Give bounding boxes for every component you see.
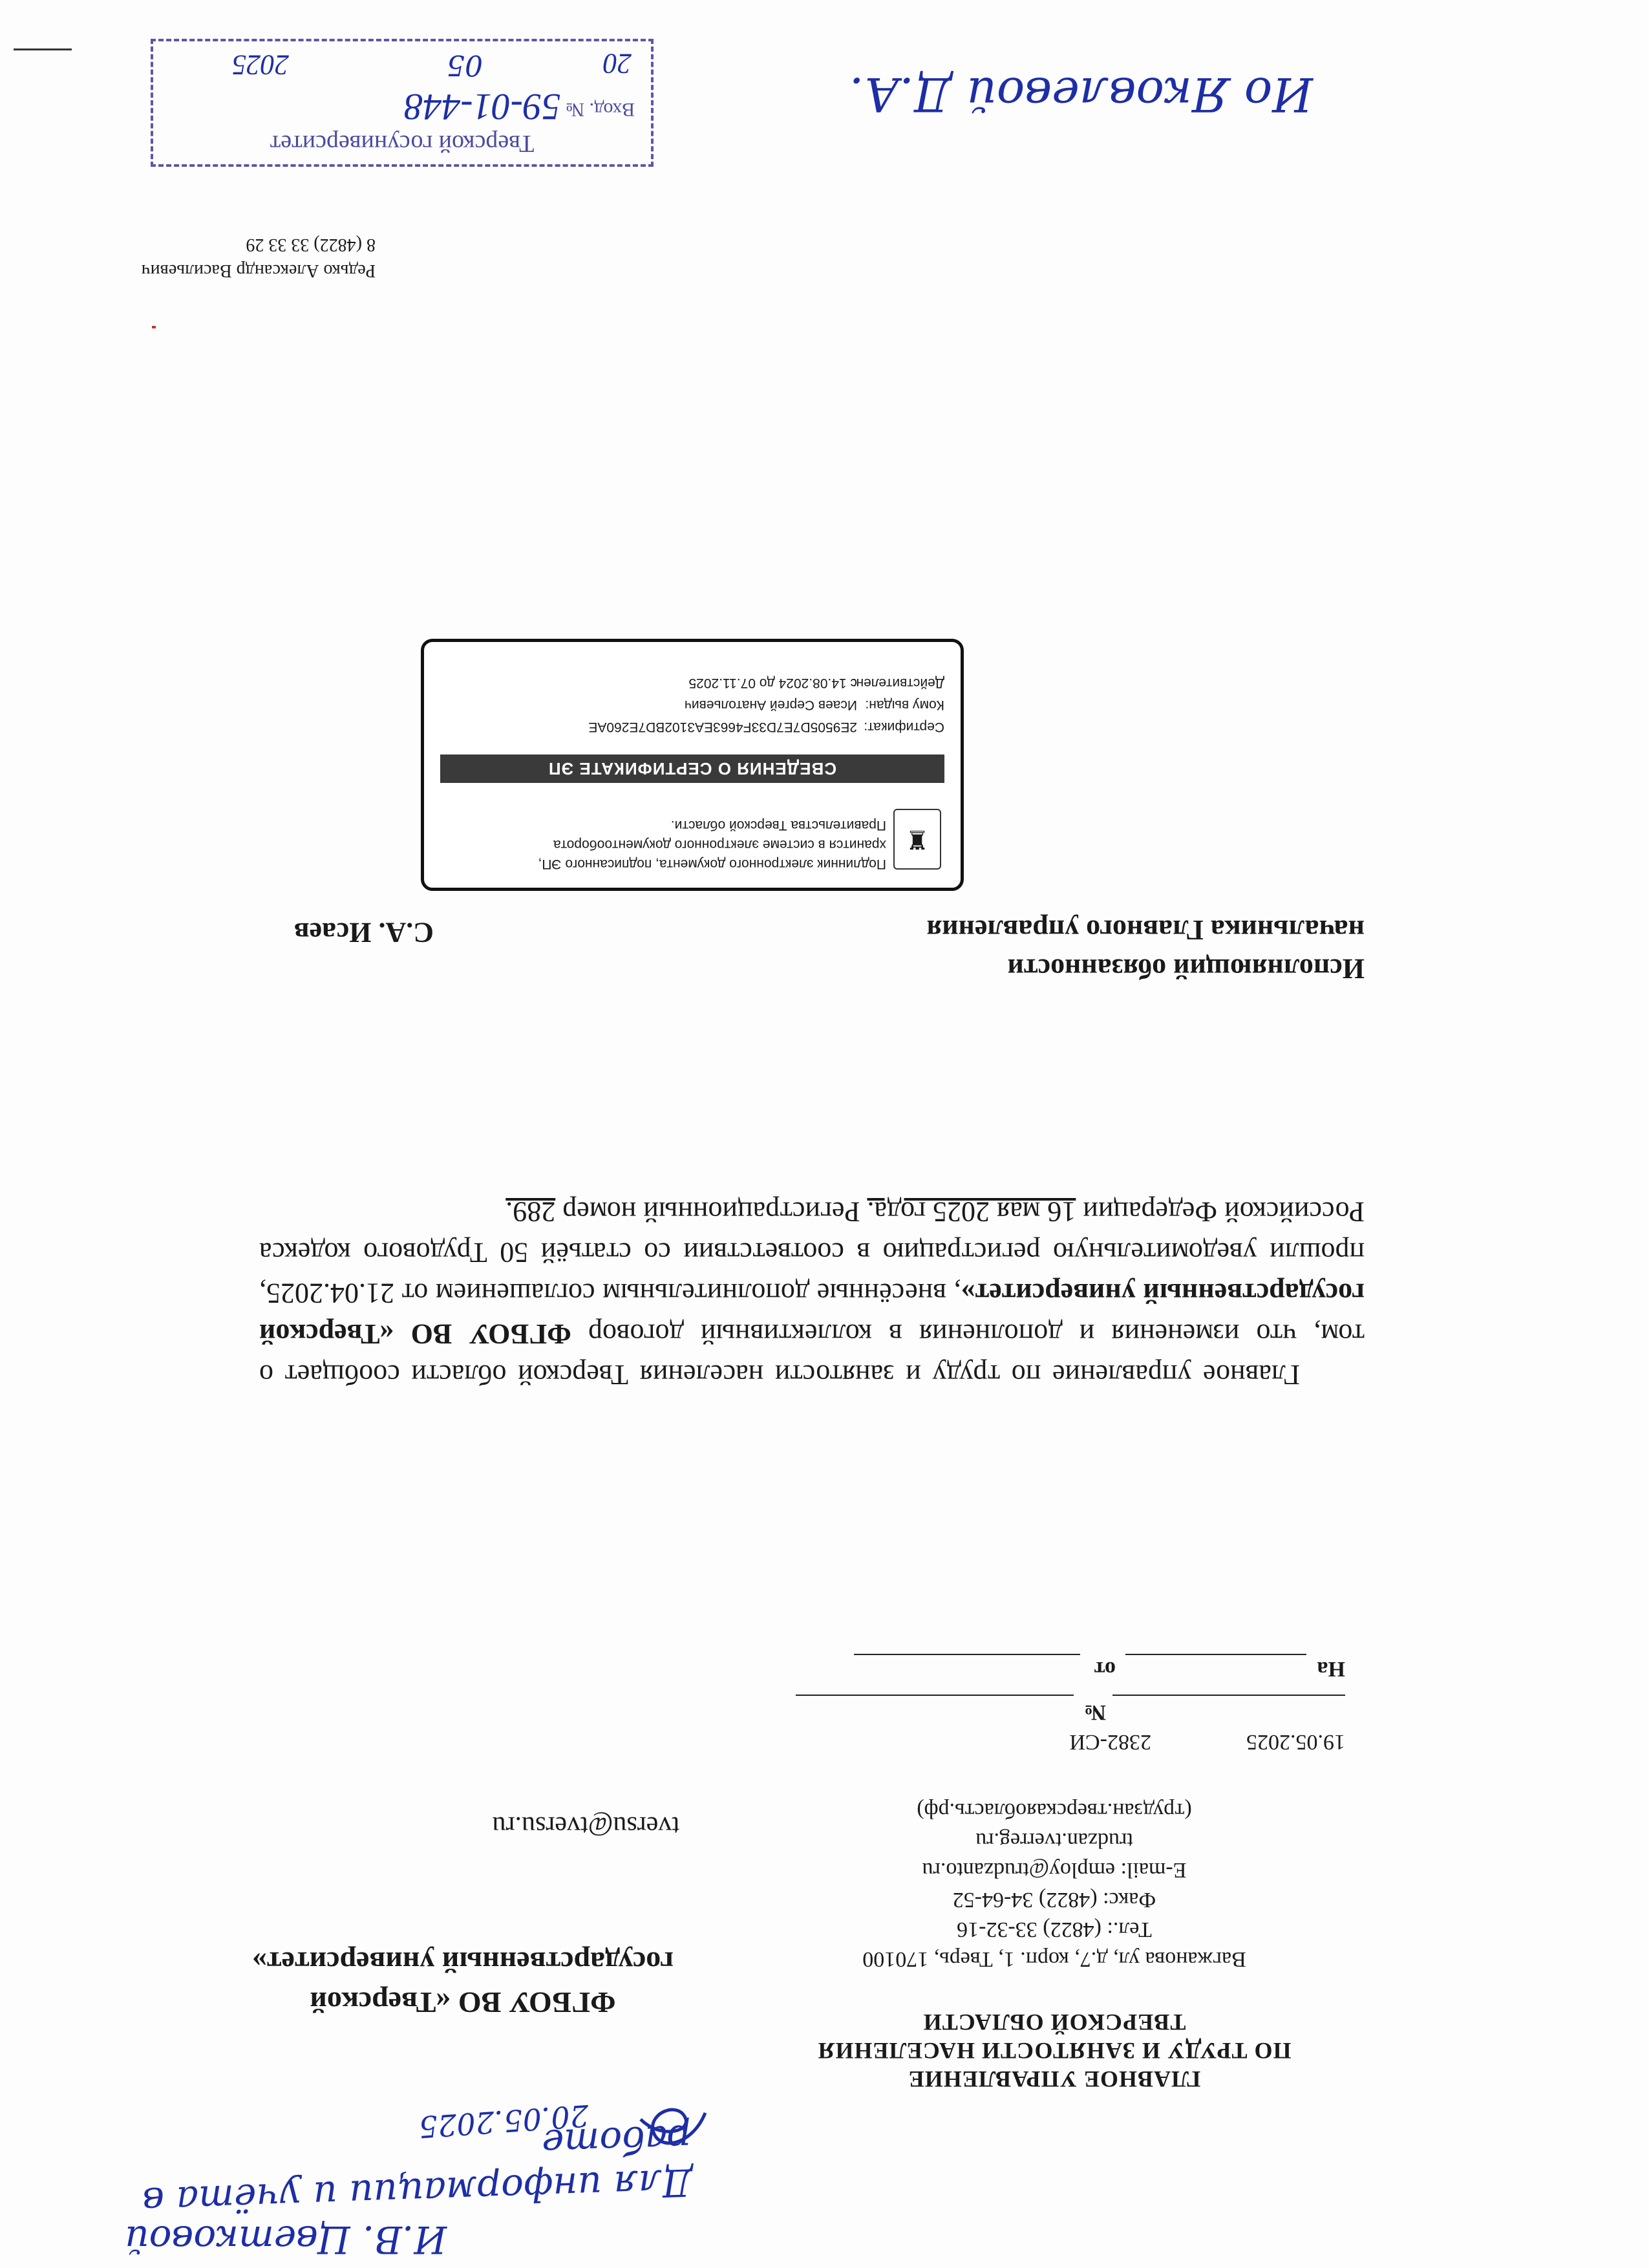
- certificate-owner-label: Кому выдан:: [865, 698, 944, 712]
- coat-of-arms-icon: ♜: [893, 809, 941, 870]
- org-header-line: ПО ТРУДУ И ЗАНЯТОСТИ НАСЕЛЕНИЯ: [817, 2038, 1292, 2064]
- org-email: E-mail: employ@trudzanto.ru: [922, 1858, 1187, 1882]
- certificate-serial-label: Сертификат:: [864, 720, 944, 734]
- org-address: Вагжанова ул, д.7, корп. 1, Тверь, 170100: [862, 1947, 1246, 1971]
- org-header-line: ТВЕРСКОЙ ОБЛАСТИ: [922, 2009, 1186, 2035]
- certificate-original-note: [440, 815, 886, 873]
- e-signature-certificate: [421, 639, 964, 891]
- body-text-reg-date: 16 мая 2025 года.: [867, 1196, 1076, 1228]
- stamp-day: 20: [603, 48, 632, 80]
- org-header-line: ГЛАВНОЕ УПРАВЛЕНИЕ: [908, 2066, 1201, 2092]
- org-header: [738, 2008, 1371, 2093]
- certificate-note-line: Правительства Тверской области.: [670, 818, 886, 833]
- registration-line: [763, 1700, 1345, 1754]
- signatory-name: С.А. Исаев: [293, 917, 434, 948]
- recipient-email: tversu@tversu.ru: [492, 1811, 679, 1841]
- letter-body: [259, 1192, 1365, 1395]
- certificate-owner-row: [440, 694, 944, 716]
- scan-dot: [152, 326, 156, 328]
- certificate-header: СВЕДЕНИЯ О СЕРТИФИКАТЕ ЭП: [440, 754, 944, 783]
- stamp-title: Тверской госуниверситет: [270, 130, 535, 157]
- handwritten-bottom-note: Ио Яковлевой Д.А.: [849, 67, 1313, 122]
- signatory-title-line: начальника Главного управления: [926, 914, 1365, 946]
- scan-edge-mark: [14, 48, 72, 50]
- recipient-name: ФГБОУ ВО «Тверской: [310, 1986, 616, 2019]
- body-text-registration: , внесённые дополнительным соглашением от 21.04.2025, прошли уведомительную регистрацию в соответствии со статьёй 50 Трудового кодекса Российской Федерации: [259, 1196, 1365, 1309]
- signatory-title: [926, 910, 1365, 988]
- certificate-serial-value: 2E9505D7E7D33F4663EA3102BD7E260AE: [588, 720, 857, 734]
- certificate-note-line: хранится в системе электронного документооборота: [553, 837, 886, 852]
- na-underline: [1125, 1654, 1306, 1681]
- body-text-reg-number: 289.: [505, 1196, 556, 1228]
- body-text-university: ФГБОУ ВО «Тверской государственный университет»: [259, 1278, 1365, 1350]
- outgoing-number: 2382-СИ: [1069, 1730, 1151, 1754]
- incoming-stamp: [151, 39, 654, 167]
- stamp-number: 59-01-448: [404, 86, 560, 128]
- stamp-month: 05: [447, 48, 483, 81]
- stamp-vhod-label: Вход. №: [566, 99, 635, 120]
- recipient-name-cont: государственный университет»: [251, 1946, 674, 1979]
- org-site: trudzan.tverreg.ru: [975, 1828, 1133, 1852]
- outgoing-date: 19.05.2025: [1246, 1730, 1345, 1754]
- executor-name: Редько Александр Васильевич: [141, 261, 376, 281]
- recipient-block: [195, 1942, 731, 2022]
- certificate-validity-label: Действителен:: [852, 676, 944, 690]
- certificate-details: [440, 672, 944, 738]
- date-underline: [1112, 1695, 1345, 1722]
- executor-info: [142, 231, 376, 283]
- stamp-year: 2025: [232, 49, 289, 81]
- body-text-reg-label: Регистрационный номер: [562, 1196, 860, 1228]
- ot-underline: [854, 1654, 1080, 1681]
- body-text-intro: Главное управление по труду и занятости населения Тверской области сообщает о том, что изменения и дополнения в коллективный договор: [259, 1318, 1365, 1391]
- executor-phone: 8 (4822) 33 33 29: [246, 235, 376, 255]
- org-contacts: [763, 1795, 1345, 1974]
- handwritten-date: 20.05.2025: [418, 2097, 590, 2145]
- number-underline: [796, 1695, 1074, 1722]
- initials-signature-icon: [628, 2087, 718, 2158]
- number-label: №: [1083, 1700, 1106, 1724]
- certificate-validity-value: с 14.08.2024 до 07.11.2025: [688, 676, 857, 690]
- ot-label: от: [1094, 1657, 1116, 1681]
- org-phone: Тел.: (4822) 33-32-16: [957, 1918, 1152, 1942]
- reference-line: [763, 1654, 1345, 1686]
- certificate-note-line: Подлинник электронного документа, подписанного ЭП,: [538, 857, 886, 872]
- certificate-validity-row: [440, 672, 944, 694]
- org-site-cyrillic: (трудзан.тверскаяобласть.рф): [917, 1799, 1192, 1823]
- signatory-title-line: Исполняющий обязанности: [1007, 953, 1365, 985]
- certificate-owner-value: Исаев Сергей Анатольевич: [684, 698, 857, 712]
- handwritten-resolution: Для информации и учёта в работе: [142, 2116, 694, 2223]
- certificate-serial-row: [440, 716, 944, 738]
- na-label: На: [1317, 1657, 1345, 1681]
- body-paragraph: [259, 1192, 1365, 1395]
- handwritten-addressee: И.В. Цветковой: [125, 2218, 447, 2262]
- org-fax: Факс: (4822) 34-64-52: [952, 1888, 1156, 1912]
